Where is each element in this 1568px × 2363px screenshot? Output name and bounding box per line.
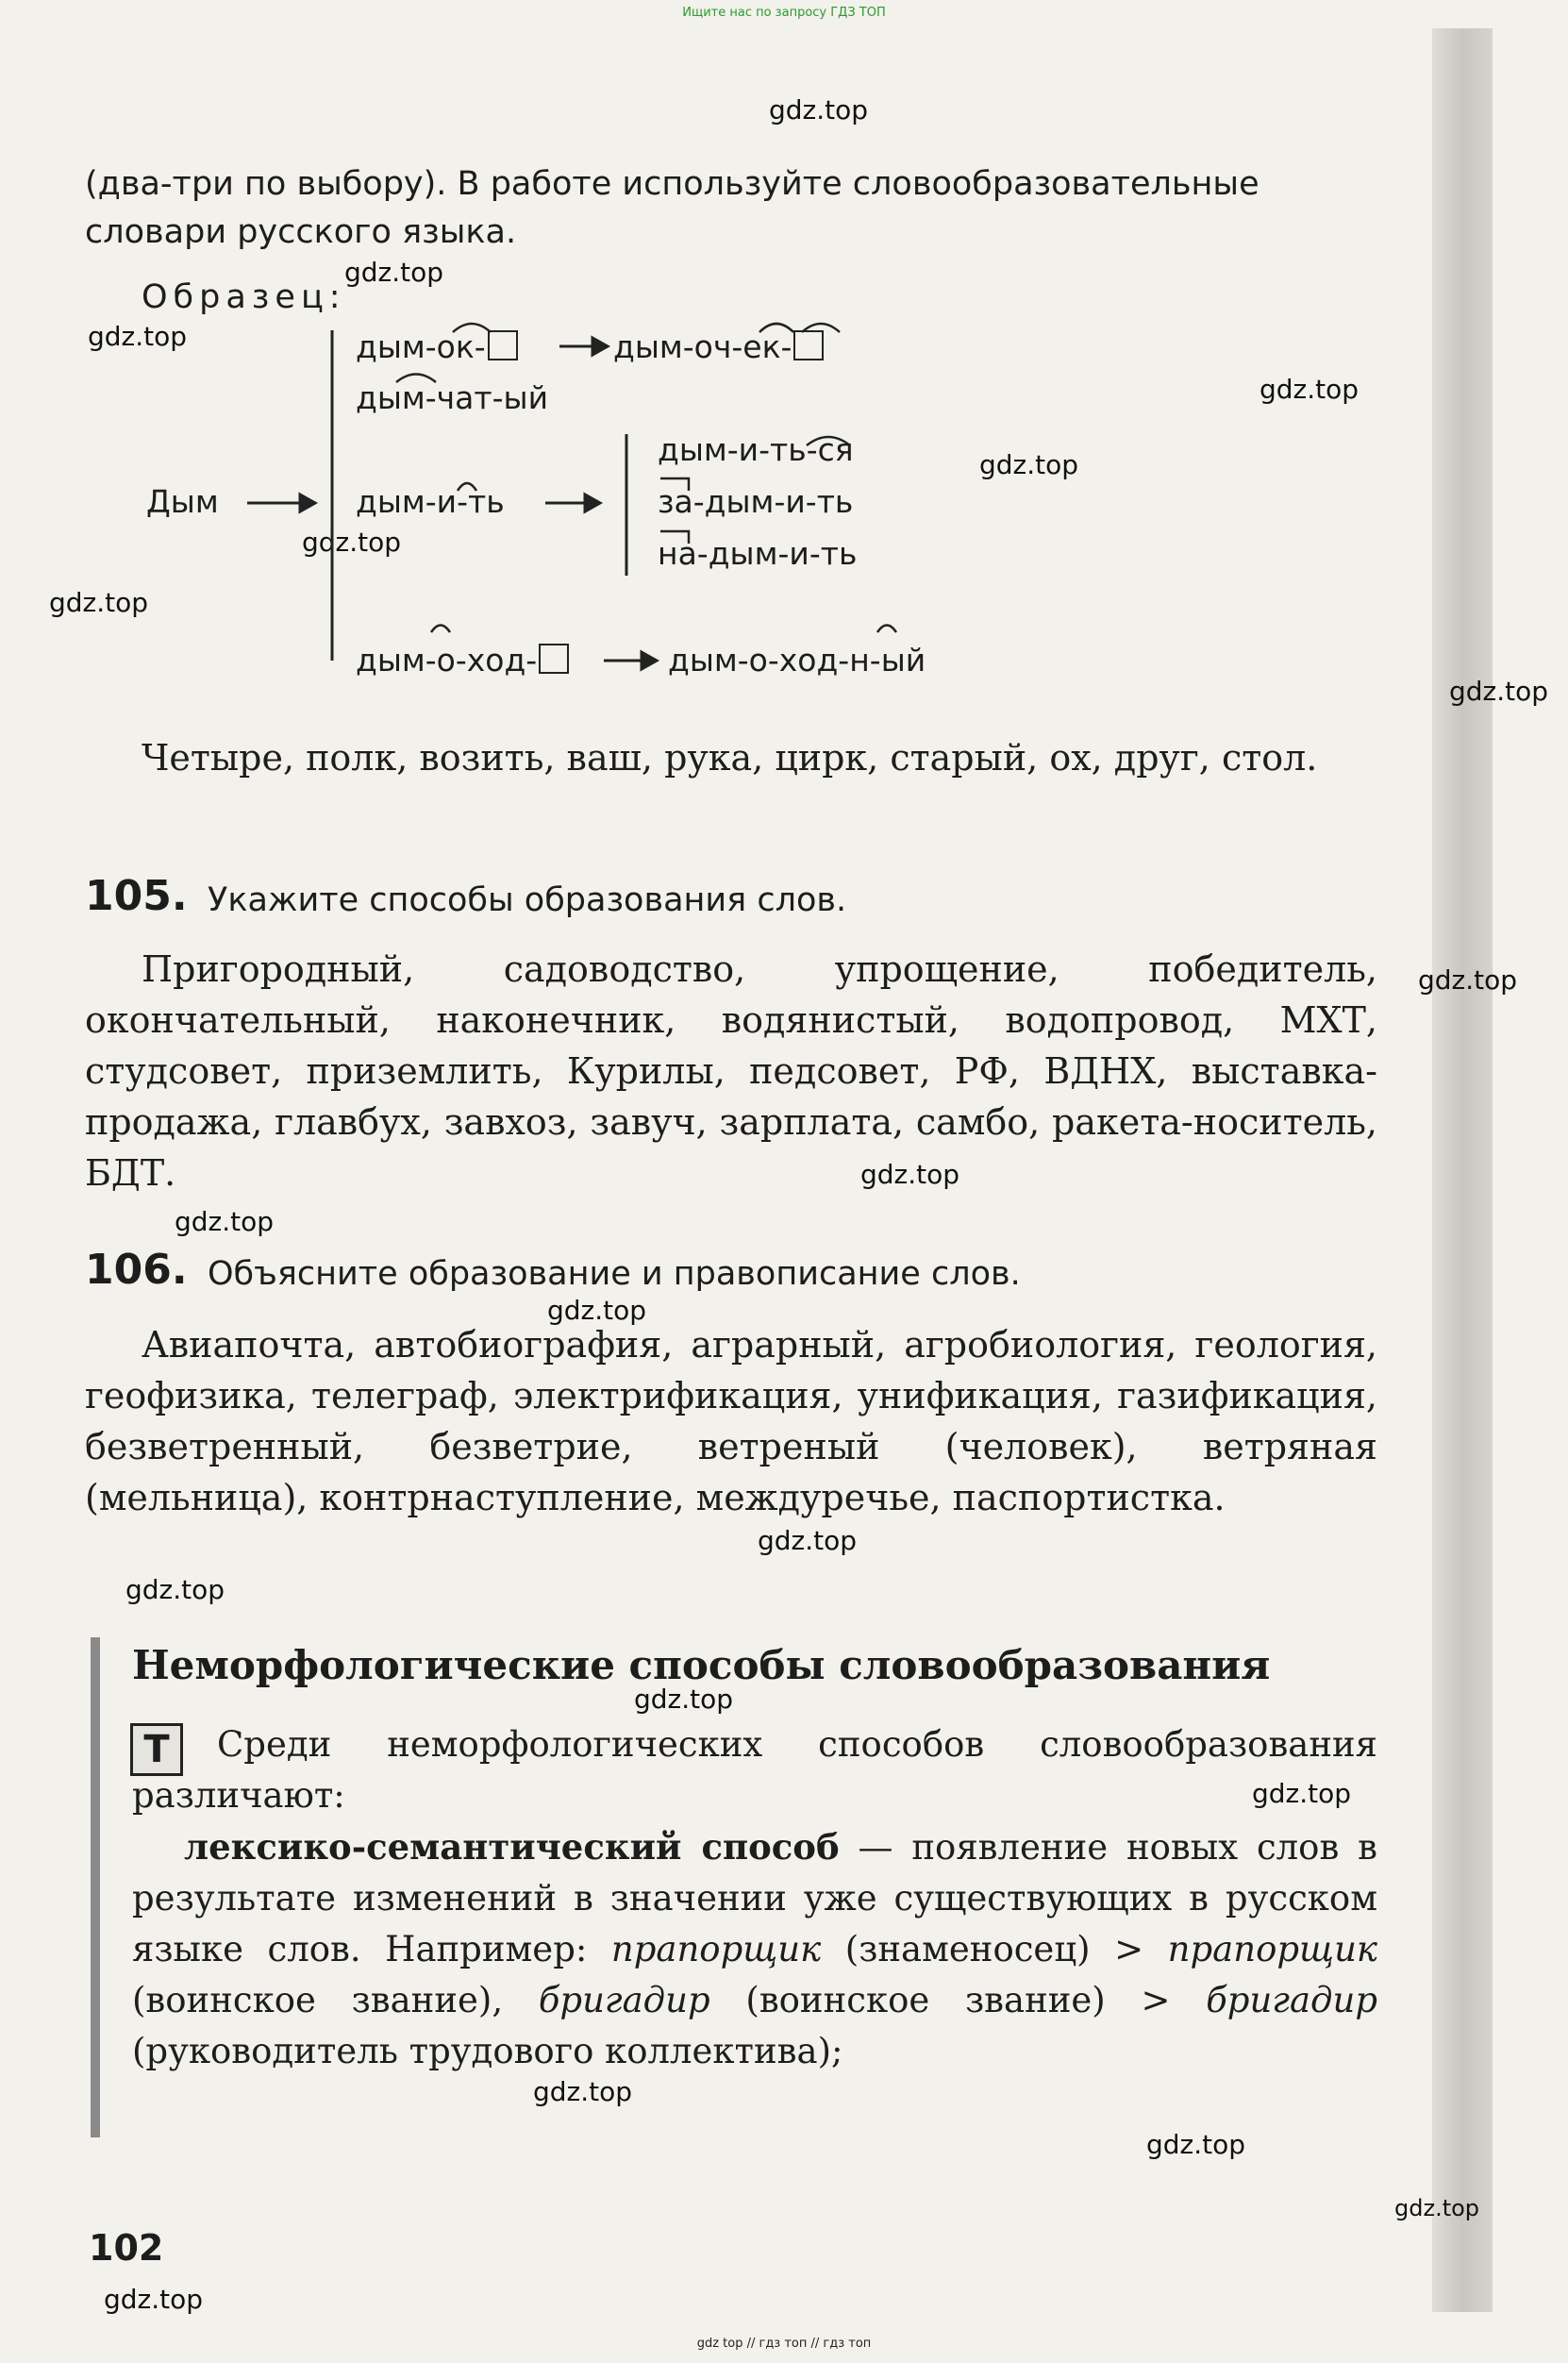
scheme-word: дым-и-ть xyxy=(356,483,505,520)
watermark: gdz.top xyxy=(49,587,149,618)
watermark: gdz.top xyxy=(860,1159,960,1190)
watermark: gdz.top xyxy=(125,1574,225,1605)
zero-ending-box xyxy=(488,330,518,360)
scheme-word: дым-и-ть-ся xyxy=(658,431,854,468)
watermark: gdz.top xyxy=(1418,964,1518,996)
top-note: Ищите нас по запросу ГДЗ ТОП xyxy=(682,6,886,20)
watermark: gdz.top xyxy=(758,1525,858,1556)
sample-label: Образец: xyxy=(142,278,346,316)
theory-term: лексико-семантический способ xyxy=(184,1826,840,1868)
exercise-105-number: 105. xyxy=(85,872,188,920)
theory-example: прапорщик xyxy=(1167,1929,1377,1969)
theory-example: бригадир xyxy=(538,1980,710,2020)
theory-title: Неморфологические способы словообразования xyxy=(132,1642,1271,1688)
theory-text xyxy=(132,1719,1377,2077)
watermark: gdz.top xyxy=(533,2076,633,2107)
exercise-106-task: Объясните образование и правописание слов. xyxy=(208,1255,1021,1293)
scheme-word: на-дым-и-ть xyxy=(658,535,858,572)
scheme-word-text: дым-о-ход- xyxy=(356,642,538,679)
theory-gloss: (воинское звание) > xyxy=(709,1980,1207,2020)
scheme-word: дым-о-ход-н-ый xyxy=(668,642,926,679)
exercise-106-text: Авиапочта, автобиография, аграрный, агробиология, геология, геофизика, телеграф, электрификация, унификация, газификация, безветренный, безветрие, ветреный (человек), ветряная (мельница), контрнаступление, междуречье, паспортистка. xyxy=(85,1324,1377,1518)
exercise-104-text: Четыре, полк, возить, ваш, рука, цирк, старый, ох, друг, стол. xyxy=(142,737,1318,779)
watermark: gdz.top xyxy=(1394,2195,1480,2221)
watermark: gdz.top xyxy=(1259,374,1359,405)
theory-example: прапорщик xyxy=(610,1929,822,1969)
watermark: gdz.top xyxy=(302,527,402,558)
watermark: gdz.top xyxy=(88,321,188,352)
watermark: gdz.top xyxy=(1252,1778,1352,1809)
theory-gloss: (знаменосец) > xyxy=(821,1929,1168,1969)
watermark: gdz.top xyxy=(104,2284,204,2315)
scheme-root: Дым xyxy=(146,483,219,520)
watermark: gdz.top xyxy=(634,1684,734,1715)
theory-example: бригадир xyxy=(1206,1980,1378,2020)
watermark: gdz.top xyxy=(547,1295,647,1326)
scheme-word-text: дым-ок- xyxy=(356,328,486,365)
watermark: gdz.top xyxy=(769,94,869,126)
exercise-105-text: Пригородный, садоводство, упрощение, победитель, окончательный, наконечник, водянистый, водопровод, МХТ, студсовет, приземлить, Курилы, педсовет, РФ, ВДНХ, выставка-продажа, главбух, завхоз, завуч, зарплата, самбо, ракета-носитель, БДТ. xyxy=(85,948,1377,1194)
scheme-word xyxy=(356,642,569,679)
bottom-note: gdz top // гдз топ // гдз топ xyxy=(696,2337,872,2351)
exercise-105-task: Укажите способы образования слов. xyxy=(208,881,847,919)
zero-ending-box xyxy=(539,644,569,674)
theory-definition xyxy=(132,1821,1377,2077)
intro-text: (два-три по выбору). В работе используйте словообразовательные словари русского языка. xyxy=(85,165,1259,251)
watermark: gdz.top xyxy=(344,257,444,288)
theory-definition-text: — появление новых слов в результате изменений в значении уже существующих в русском языке слов. Например: xyxy=(132,1827,1377,1969)
theory-intro: Среди неморфологических способов словообразования различают: xyxy=(132,1724,1377,1816)
zero-ending-box xyxy=(793,330,824,360)
scheme-word xyxy=(356,328,518,365)
watermark: gdz.top xyxy=(175,1206,275,1237)
watermark: gdz.top xyxy=(1449,676,1549,707)
exercise-104-words xyxy=(85,732,1377,783)
watermark: gdz.top xyxy=(979,449,1079,480)
exercise-106-words xyxy=(85,1319,1377,1523)
theory-badge: Т xyxy=(130,1723,183,1776)
scheme-word-text: дым-оч-ек- xyxy=(613,328,792,365)
theory-gloss: (воинское звание), xyxy=(132,1980,539,2020)
theory-gloss: (руководитель трудового коллектива); xyxy=(132,2031,843,2071)
scheme-word xyxy=(613,328,824,365)
watermark: gdz.top xyxy=(1146,2129,1246,2160)
scheme-word: дым-чат-ый xyxy=(356,379,549,416)
theory-side-bar xyxy=(91,1637,100,2137)
page-number: 102 xyxy=(89,2227,164,2269)
exercise-105-words xyxy=(85,944,1377,1198)
scheme-word: за-дым-и-ть xyxy=(658,483,854,520)
exercise-106-number: 106. xyxy=(85,1246,188,1294)
